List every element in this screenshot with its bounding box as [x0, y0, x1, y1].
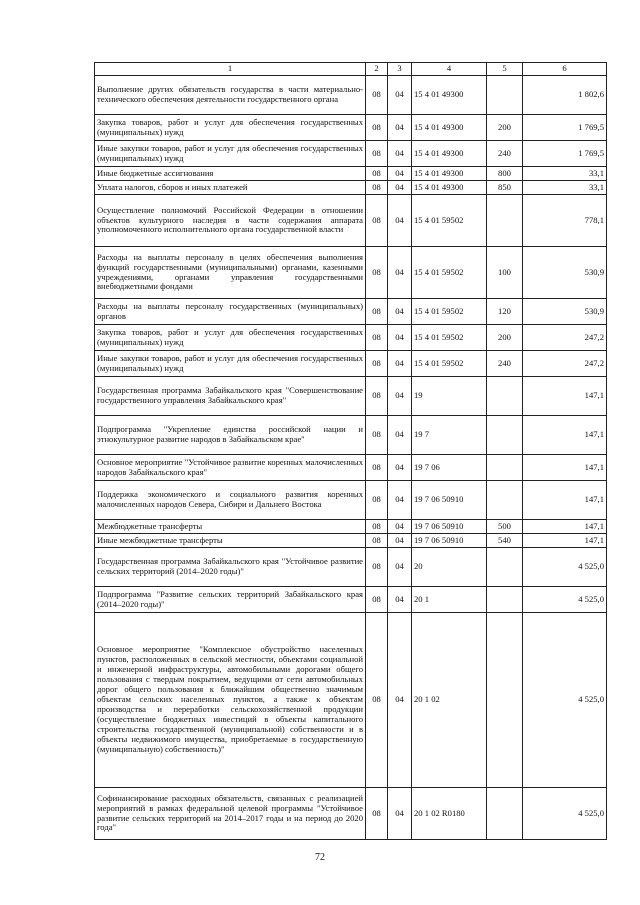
row-target-code: 15 4 01 49300 — [412, 141, 487, 167]
row-section: 08 — [366, 325, 388, 351]
row-amount: 4 525,0 — [523, 788, 607, 840]
row-section: 08 — [366, 548, 388, 587]
row-subsection: 04 — [388, 115, 412, 141]
row-expense-type — [487, 195, 523, 247]
row-name: Подпрограмма "Развитие сельских территорий Забайкальского края (2014–2020 годы)" — [95, 587, 366, 613]
row-subsection: 04 — [388, 788, 412, 840]
row-section: 08 — [366, 167, 388, 181]
row-amount: 1 769,5 — [523, 141, 607, 167]
row-expense-type: 540 — [487, 534, 523, 548]
row-amount: 147,1 — [523, 455, 607, 481]
table-row — [95, 788, 607, 840]
row-name: Уплата налогов, сборов и иных платежей — [95, 181, 366, 195]
row-name: Расходы на выплаты персоналу в целях обеспечения выполнения функций государственными (муниципальными) органами, казенными учреждениями, органами управления государственными внебюджетными фондами — [95, 247, 366, 299]
header-cell: 4 — [412, 63, 487, 76]
row-target-code: 19 7 — [412, 416, 487, 455]
row-target-code: 19 7 06 50910 — [412, 481, 487, 520]
table-row — [95, 416, 607, 455]
row-amount: 147,1 — [523, 377, 607, 416]
row-subsection: 04 — [388, 548, 412, 587]
table-row — [95, 325, 607, 351]
row-amount: 147,1 — [523, 520, 607, 534]
row-section: 08 — [366, 141, 388, 167]
row-section: 08 — [366, 377, 388, 416]
row-subsection: 04 — [388, 520, 412, 534]
row-target-code: 15 4 01 49300 — [412, 76, 487, 115]
row-target-code: 19 7 06 50910 — [412, 534, 487, 548]
row-subsection: 04 — [388, 247, 412, 299]
budget-table — [94, 62, 607, 840]
row-amount: 530,9 — [523, 299, 607, 325]
row-section: 08 — [366, 181, 388, 195]
row-amount: 530,9 — [523, 247, 607, 299]
table-row — [95, 115, 607, 141]
row-name: Государственная программа Забайкальского края "Совершенствование государственного управления Забайкальского края" — [95, 377, 366, 416]
row-amount: 33,1 — [523, 167, 607, 181]
row-expense-type: 240 — [487, 351, 523, 377]
row-subsection: 04 — [388, 325, 412, 351]
row-name: Закупка товаров, работ и услуг для обеспечения государственных (муниципальных) нужд — [95, 115, 366, 141]
row-expense-type: 200 — [487, 115, 523, 141]
header-cell: 5 — [487, 63, 523, 76]
row-target-code: 19 7 06 — [412, 455, 487, 481]
row-subsection: 04 — [388, 377, 412, 416]
row-name: Государственная программа Забайкальского края "Устойчивое развитие сельских территорий (2014–2020 годы)" — [95, 548, 366, 587]
row-subsection: 04 — [388, 195, 412, 247]
row-name: Софинансирование расходных обязательств, связанных с реализацией мероприятий в рамках федеральной целевой программы "Устойчивое развитие сельских территорий на 2014–2017 годы и на период до 2020 года" — [95, 788, 366, 840]
row-expense-type: 800 — [487, 167, 523, 181]
row-target-code: 20 1 02 — [412, 613, 487, 788]
row-name: Межбюджетные трансферты — [95, 520, 366, 534]
table-row — [95, 181, 607, 195]
row-section: 08 — [366, 481, 388, 520]
row-expense-type — [487, 613, 523, 788]
row-target-code: 19 — [412, 377, 487, 416]
table-row — [95, 481, 607, 520]
header-cell: 6 — [523, 63, 607, 76]
row-expense-type — [487, 587, 523, 613]
row-name: Основное мероприятие "Устойчивое развитие коренных малочисленных народов Забайкальского края" — [95, 455, 366, 481]
header-cell: 1 — [95, 63, 366, 76]
row-name: Выполнение других обязательств государства в части материально-технического обеспечения деятельности государственного органа — [95, 76, 366, 115]
row-name: Закупка товаров, работ и услуг для обеспечения государственных (муниципальных) нужд — [95, 325, 366, 351]
row-amount: 1 769,5 — [523, 115, 607, 141]
row-section: 08 — [366, 76, 388, 115]
row-amount: 247,2 — [523, 325, 607, 351]
row-name: Осуществление полномочий Российской Федерации в отношении объектов культурного наследия в части содержания аппарата уполномоченного исполнительного органа государственной власти — [95, 195, 366, 247]
row-subsection: 04 — [388, 167, 412, 181]
row-subsection: 04 — [388, 351, 412, 377]
table-row — [95, 613, 607, 788]
row-subsection: 04 — [388, 613, 412, 788]
row-amount: 778,1 — [523, 195, 607, 247]
table-row — [95, 351, 607, 377]
row-name: Иные закупки товаров, работ и услуг для обеспечения государственных (муниципальных) нужд — [95, 141, 366, 167]
table-row — [95, 548, 607, 587]
table-row — [95, 247, 607, 299]
row-subsection: 04 — [388, 416, 412, 455]
row-amount: 1 802,6 — [523, 76, 607, 115]
header-cell: 2 — [366, 63, 388, 76]
row-target-code: 15 4 01 59502 — [412, 325, 487, 351]
row-section: 08 — [366, 351, 388, 377]
row-subsection: 04 — [388, 76, 412, 115]
row-section: 08 — [366, 195, 388, 247]
row-target-code: 15 4 01 49300 — [412, 181, 487, 195]
row-section: 08 — [366, 534, 388, 548]
row-target-code: 15 4 01 59502 — [412, 195, 487, 247]
row-subsection: 04 — [388, 141, 412, 167]
row-expense-type: 120 — [487, 299, 523, 325]
row-amount: 33,1 — [523, 181, 607, 195]
row-expense-type — [487, 377, 523, 416]
row-expense-type: 200 — [487, 325, 523, 351]
table-row — [95, 520, 607, 534]
table-row — [95, 377, 607, 416]
row-amount: 147,1 — [523, 481, 607, 520]
row-subsection: 04 — [388, 299, 412, 325]
row-amount: 147,1 — [523, 416, 607, 455]
row-subsection: 04 — [388, 587, 412, 613]
row-expense-type: 500 — [487, 520, 523, 534]
row-section: 08 — [366, 455, 388, 481]
row-target-code: 15 4 01 49300 — [412, 115, 487, 141]
row-amount: 4 525,0 — [523, 587, 607, 613]
row-name: Поддержка экономического и социального развития коренных малочисленных народов Севера, Сибири и Дальнего Востока — [95, 481, 366, 520]
row-amount: 4 525,0 — [523, 548, 607, 587]
row-subsection: 04 — [388, 534, 412, 548]
row-amount: 247,2 — [523, 351, 607, 377]
row-target-code: 20 1 — [412, 587, 487, 613]
row-name: Расходы на выплаты персоналу государственных (муниципальных) органов — [95, 299, 366, 325]
row-section: 08 — [366, 788, 388, 840]
table-row — [95, 534, 607, 548]
table-row — [95, 587, 607, 613]
table-row — [95, 167, 607, 181]
row-expense-type — [487, 455, 523, 481]
table-header-row — [95, 63, 607, 76]
row-name: Основное мероприятие "Комплексное обустройство населенных пунктов, расположенных в сельской местности, объектами социальной и инженерной инфраструктуры, автомобильными дорогами общего пользования с твердым покрытием, ведущими от сети автомобильных дорог общего пользования к ближайшим общественно значимым объектам сельских населенных пунктов, а также к объектам производства и переработки сельскохозяйственной продукции (осуществление бюджетных инвестиций в объекты капитального строительства государственной (муниципальной) собственности и в объекты недвижимого имущества, приобретаемые в государственную (муниципальную) собственность)" — [95, 613, 366, 788]
row-name: Иные бюджетные ассигнования — [95, 167, 366, 181]
row-subsection: 04 — [388, 481, 412, 520]
row-expense-type — [487, 788, 523, 840]
row-expense-type — [487, 548, 523, 587]
table-row — [95, 455, 607, 481]
table-row — [95, 76, 607, 115]
row-amount: 147,1 — [523, 534, 607, 548]
row-target-code: 15 4 01 59502 — [412, 351, 487, 377]
row-name: Иные межбюджетные трансферты — [95, 534, 366, 548]
row-target-code: 15 4 01 59502 — [412, 299, 487, 325]
table-row — [95, 141, 607, 167]
row-section: 08 — [366, 416, 388, 455]
row-section: 08 — [366, 520, 388, 534]
page-number: 72 — [315, 852, 325, 863]
row-name: Иные закупки товаров, работ и услуг для обеспечения государственных (муниципальных) нужд — [95, 351, 366, 377]
row-subsection: 04 — [388, 455, 412, 481]
row-target-code: 19 7 06 50910 — [412, 520, 487, 534]
row-section: 08 — [366, 247, 388, 299]
table-row — [95, 195, 607, 247]
row-section: 08 — [366, 299, 388, 325]
row-target-code: 15 4 01 49300 — [412, 167, 487, 181]
row-expense-type — [487, 416, 523, 455]
row-target-code: 20 1 02 R0180 — [412, 788, 487, 840]
table-row — [95, 299, 607, 325]
header-cell: 3 — [388, 63, 412, 76]
row-target-code: 20 — [412, 548, 487, 587]
row-section: 08 — [366, 115, 388, 141]
row-expense-type: 850 — [487, 181, 523, 195]
row-name: Подпрограмма "Укрепление единства российской нации и этнокультурное развитие народов в Забайкальском крае" — [95, 416, 366, 455]
row-section: 08 — [366, 587, 388, 613]
row-target-code: 15 4 01 59502 — [412, 247, 487, 299]
row-subsection: 04 — [388, 181, 412, 195]
row-expense-type: 100 — [487, 247, 523, 299]
row-expense-type — [487, 76, 523, 115]
row-section: 08 — [366, 613, 388, 788]
row-expense-type — [487, 481, 523, 520]
row-amount: 4 525,0 — [523, 613, 607, 788]
row-expense-type: 240 — [487, 141, 523, 167]
